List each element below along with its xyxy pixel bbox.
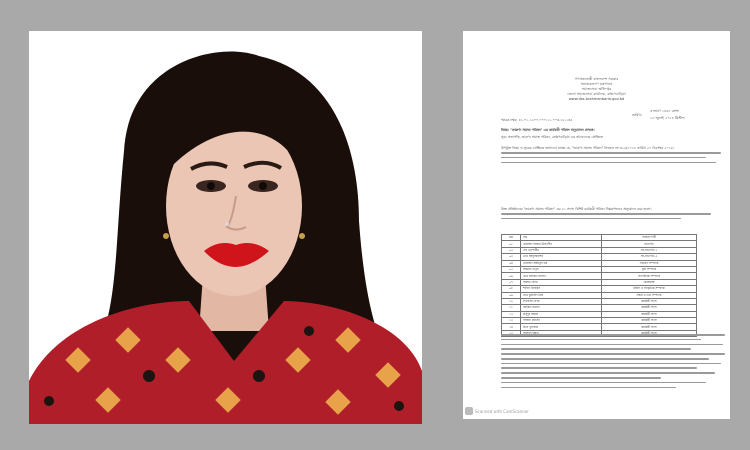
cell-designation: কার্যকরী সদস্য [602,311,697,317]
cell-name: শাহিদা বিলকিস [521,286,602,292]
date-english: ১৮ জুলাই ২০২৪ খ্রিস্টাব্দ [650,116,685,120]
cell-designation: সাধারণ সম্পাদক [602,260,697,266]
cell-designation: সহ-সভাপতি-১ [602,247,697,253]
header-line-1: গণপ্রজাতন্ত্রী বাংলাদেশ সরকার [574,77,619,81]
cell-serial: ১১ [502,305,521,311]
header-line-3: সমাজসেবা অধিদপ্তর [581,87,612,91]
cell-designation: কার্যকরী সদস্য [602,318,697,324]
cell-serial: ০৪ [502,260,521,266]
cell-name: মাসুদুর রহমান [521,311,602,317]
body-intro: উপর্যুক্ত বিষয় ও সূত্রের প্রেক্ষিতে জানানো যাচ্ছে যে, "তারুণ্য সমাজ পরিষদ" নিবন্ধন নং ৩১৫/২০১৮ তারিখ ২৭ ডিসেম্বর ২০১৮। [501,146,675,150]
column-header-designation: সংস্থায় পদবী [602,235,697,241]
cell-name: মোঃ মুজাহিদ মিয়া [521,292,602,298]
nose-ring [225,222,229,226]
body-paragraph-2 [501,207,727,223]
date-bangla: ৩ শ্রাবণ ১৪৩১ বঙ্গাব্দ [650,109,680,113]
cell-designation: সাংগঠনিক সম্পাদক [602,273,697,279]
committee-table [501,234,697,337]
column-header-name: নাম [521,235,602,241]
cell-name: মোহাম্মদ নিজাম উদ্দোগীন [521,241,602,247]
cell-serial: ০৭ [502,279,521,285]
cell-name: জাকির হোসেন [521,305,602,311]
cell-serial: ১২ [502,311,521,317]
footnotes [501,334,727,391]
cell-name: মোঃ জাকির হোসেন [521,273,602,279]
reference-line: সূত্র: সভাপতি, তারুণ্য সমাজ পরিষদ, ব্রাহ্মণবাড়িয়া এর আবেদনের প্রেক্ষিতে [501,135,603,139]
cell-name: সাজ্জাদ হোসেন [521,318,602,324]
cell-serial: ০১ [502,241,521,247]
cell-serial: ০৮ [502,286,521,292]
right-earring [299,233,305,239]
scanned-document [463,31,730,419]
cell-designation: কার্যকরী সদস্য [602,298,697,304]
cell-name: আসমা বেগম [521,279,602,285]
cell-designation: কার্যকরী সদস্য [602,305,697,311]
cell-name: আমেনা খাতুন [521,266,602,272]
body-paragraph-1 [501,146,727,166]
cell-designation: মহিলা ও সাংস্কৃতিক সম্পাদক [602,286,697,292]
camscanner-icon [465,407,473,415]
portrait-image [29,31,422,424]
cell-serial: ০২ [502,247,521,253]
cell-name: ফিরোজা বেগম [521,298,602,304]
watermark-text: Scanned with CamScanner [475,408,529,414]
cell-designation: কোষাধ্যক্ষ [602,279,697,285]
document-page [463,31,730,419]
cell-serial: ১০ [502,298,521,304]
header-line-2: সমাজকল্যাণ মন্ত্রণালয় [580,82,613,86]
subject-line: বিষয়: "তারুণ্য সমাজ পরিষদ" এর কার্যকরী পরিষদ অনুমোদন প্রসঙ্গে। [501,128,595,132]
cell-serial: ০৯ [502,292,521,298]
cell-name: এস এম শামীম [521,247,602,253]
cell-designation: কার্যকরী সদস্য [602,324,697,330]
cell-serial: ০৩ [502,254,521,260]
cell-name: মোহাম্মদ আমিনুল হক [521,260,602,266]
portrait-photo [29,31,422,424]
column-header-serial: ক্রম [502,235,521,241]
left-earring [163,233,169,239]
cell-name: মোঃ আবুলকাশেম [521,254,602,260]
camscanner-watermark [465,407,529,415]
cell-designation: প্রচার ও তথ্য সম্পাদক [602,292,697,298]
cell-serial: ০৫ [502,266,521,272]
header-line-4: জেলা সমাজসেবা কার্যালয়, ব্রাহ্মণবাড়িয়া [567,92,626,96]
body-main: উক্ত প্রতিষ্ঠানের "তারুণ্য সমাজ পরিষদ" এর ২১ সদস্য বিশিষ্ট কার্যকরী পরিষদ নিম্নরূপভাবে অনুমোদন করা হলো। [501,207,652,211]
header-line-5: www.dss.brahmanbaria.gov.bd [568,97,625,101]
cell-designation: সহ-সভাপতি-২ [602,254,697,260]
memo-number: স্মারক নম্বর: ৪১.০১.১২০০.০০০.১১.০০৩.১৮-১৩৫ [501,118,573,122]
cell-serial: ১৪ [502,324,521,330]
cell-designation: যুগ্ম সম্পাদক [602,266,697,272]
date-label: তারিখ: [632,113,642,117]
cell-designation: সভাপতি [602,241,697,247]
cell-name: মিতা খুলজার [521,324,602,330]
cell-serial: ০৬ [502,273,521,279]
cell-serial: ১৩ [502,318,521,324]
